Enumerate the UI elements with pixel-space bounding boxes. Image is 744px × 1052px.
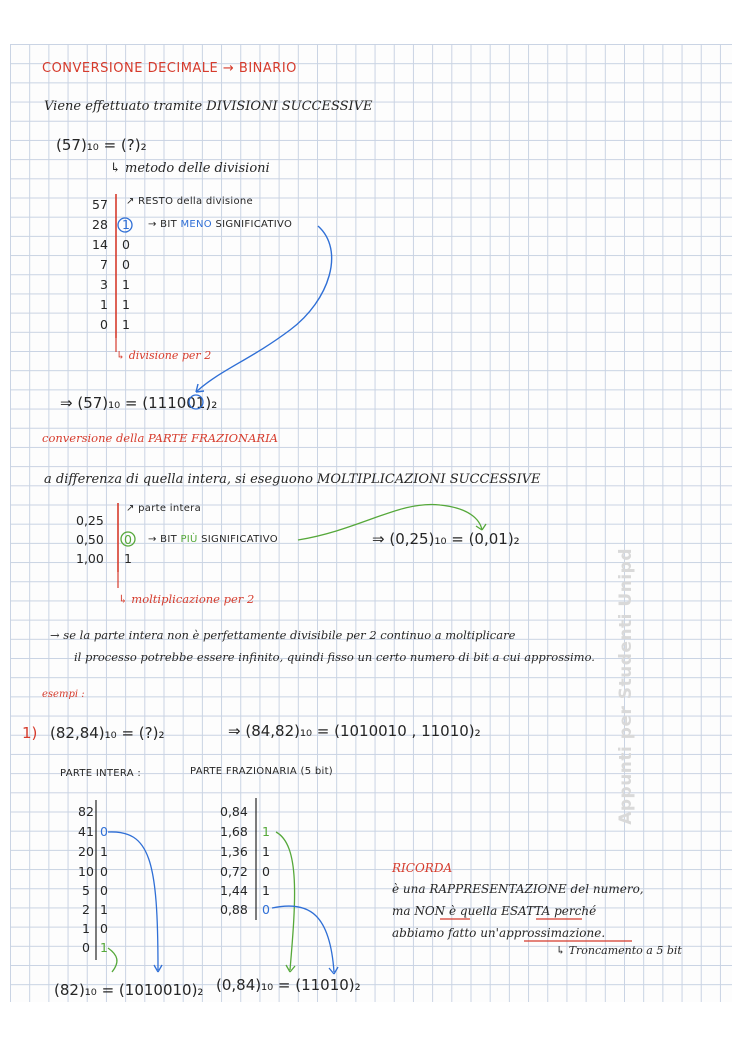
quotient: 2	[82, 902, 90, 917]
bit: 1	[124, 551, 132, 566]
quotient: 82	[78, 804, 94, 819]
intro-multiplications: a differenza di quella intera, si eseguono MOLTIPLICAZIONI SUCCESSIVE	[44, 472, 541, 487]
lsb-arrow-084	[272, 906, 334, 972]
quotient: 20	[78, 844, 94, 859]
result-084: (0,84)₁₀ = (11010)₂	[216, 976, 361, 994]
division-label: ↳ divisione per 2	[116, 349, 212, 362]
lsb-arrow	[196, 226, 332, 392]
msb-arrow-084	[276, 832, 295, 970]
quotient: 0	[82, 940, 90, 955]
quotient: 5	[82, 883, 90, 898]
msb-label-mid: PIÙ	[180, 534, 198, 545]
fraction-value: 0,50	[76, 532, 104, 547]
ricorda-line-1: è una RAPPRESENTAZIONE del numero,	[392, 882, 644, 896]
remainder: 0	[122, 237, 130, 252]
example-57-expression: (57)₁₀ = (?)₂	[56, 136, 147, 154]
quotient: 1	[100, 297, 108, 312]
remainder: 1	[122, 317, 130, 332]
remainder-lsb: 1	[122, 217, 130, 232]
ricorda-line-4: ↳ Troncamento a 5 bit	[556, 944, 682, 957]
lsb-label-post: SIGNIFICATIVO	[215, 219, 293, 230]
bit-msb: 0	[124, 532, 132, 547]
fraction-value: 0,88	[220, 902, 248, 917]
remainder: 1	[122, 277, 130, 292]
note-line-1: → se la parte intera non è perfettamente divisibile per 2 continuo a moltiplicare	[50, 628, 516, 642]
title-fractional: conversione della PARTE FRAZIONARIA	[42, 431, 278, 445]
parte-frazionaria-heading: PARTE FRAZIONARIA (5 bit)	[190, 766, 333, 777]
note-line-2: il processo potrebbe essere infinito, quindi fisso un certo numero di bit a cui approssimo.	[74, 650, 595, 664]
ricorda-title: RICORDA	[392, 861, 453, 875]
ricorda-line-2: ma NON è quella ESATTA perché	[392, 904, 597, 918]
ricorda-line-3: abbiamo fatto un'approssimazione.	[392, 926, 606, 940]
parte-intera-heading: PARTE INTERA :	[60, 768, 142, 779]
intro-divisions: Viene effettuato tramite DIVISIONI SUCCESSIVE	[44, 99, 373, 114]
fraction-value: 1,00	[76, 551, 104, 566]
example-82-expression: (82,84)₁₀ = (?)₂	[50, 724, 165, 742]
fraction-value: 1,36	[220, 844, 248, 859]
msb-circle	[121, 532, 135, 546]
remainder: 0	[100, 864, 108, 879]
fraction-value: 1,44	[220, 883, 248, 898]
quotient: 10	[78, 864, 94, 879]
fraction-value: 0,25	[76, 513, 104, 528]
fraction-value: 0,72	[220, 864, 248, 879]
lsb-arrow-82	[108, 832, 158, 970]
remainder-lsb: 0	[100, 824, 108, 839]
remainder: 1	[100, 844, 108, 859]
lsb-result-circle	[189, 395, 203, 409]
method-label: ↳ metodo delle divisioni	[110, 161, 270, 176]
fraction-value: 0,84	[220, 804, 248, 819]
result-025: ⇒ (0,25)₁₀ = (0,01)₂	[372, 530, 520, 548]
resto-label: ↗ RESTO della divisione	[126, 196, 254, 207]
quotient: 1	[82, 921, 90, 936]
remainder-msb: 1	[100, 940, 108, 955]
remainder: 1	[100, 902, 108, 917]
msb-arrow	[298, 504, 482, 540]
remainder: 0	[122, 257, 130, 272]
lsb-label-mid: MENO	[180, 219, 212, 230]
example-number: 1)	[22, 724, 38, 742]
title-decimal-binary: CONVERSIONE DECIMALE → BINARIO	[42, 61, 297, 76]
quotient: 7	[100, 257, 108, 272]
bit: 0	[262, 864, 270, 879]
quotient: 3	[100, 277, 108, 292]
mult-label: ↳ moltiplicazione per 2	[118, 592, 255, 606]
fraction-value: 1,68	[220, 824, 248, 839]
quotient: 14	[92, 237, 108, 252]
result-57: ⇒ (57)₁₀ = (111001)₂	[60, 394, 218, 412]
bit: 1	[262, 844, 270, 859]
bit: 1	[262, 883, 270, 898]
msb-label-post: SIGNIFICATIVO	[201, 534, 278, 545]
quotient: 57	[92, 197, 108, 212]
remainder: 0	[100, 921, 108, 936]
quotient: 41	[78, 824, 94, 839]
esempi-label: esempi :	[42, 689, 85, 700]
remainder: 0	[100, 883, 108, 898]
watermark: Appunti per Studenti Unipd	[616, 548, 636, 825]
lsb-circle	[118, 218, 132, 232]
quotient: 0	[100, 317, 108, 332]
remainder: 1	[122, 297, 130, 312]
example-82-result: ⇒ (84,82)₁₀ = (1010010 , 11010)₂	[228, 722, 481, 740]
msb-label-pre: → BIT	[148, 534, 177, 545]
bit-lsb: 0	[262, 902, 270, 917]
result-82: (82)₁₀ = (1010010)₂	[54, 981, 204, 999]
lsb-label-pre: → BIT	[148, 219, 177, 230]
parte-intera-label: ↗ parte intera	[126, 503, 202, 514]
bit-msb: 1	[262, 824, 270, 839]
quotient: 28	[92, 217, 108, 232]
msb-arrow-82	[108, 948, 117, 972]
